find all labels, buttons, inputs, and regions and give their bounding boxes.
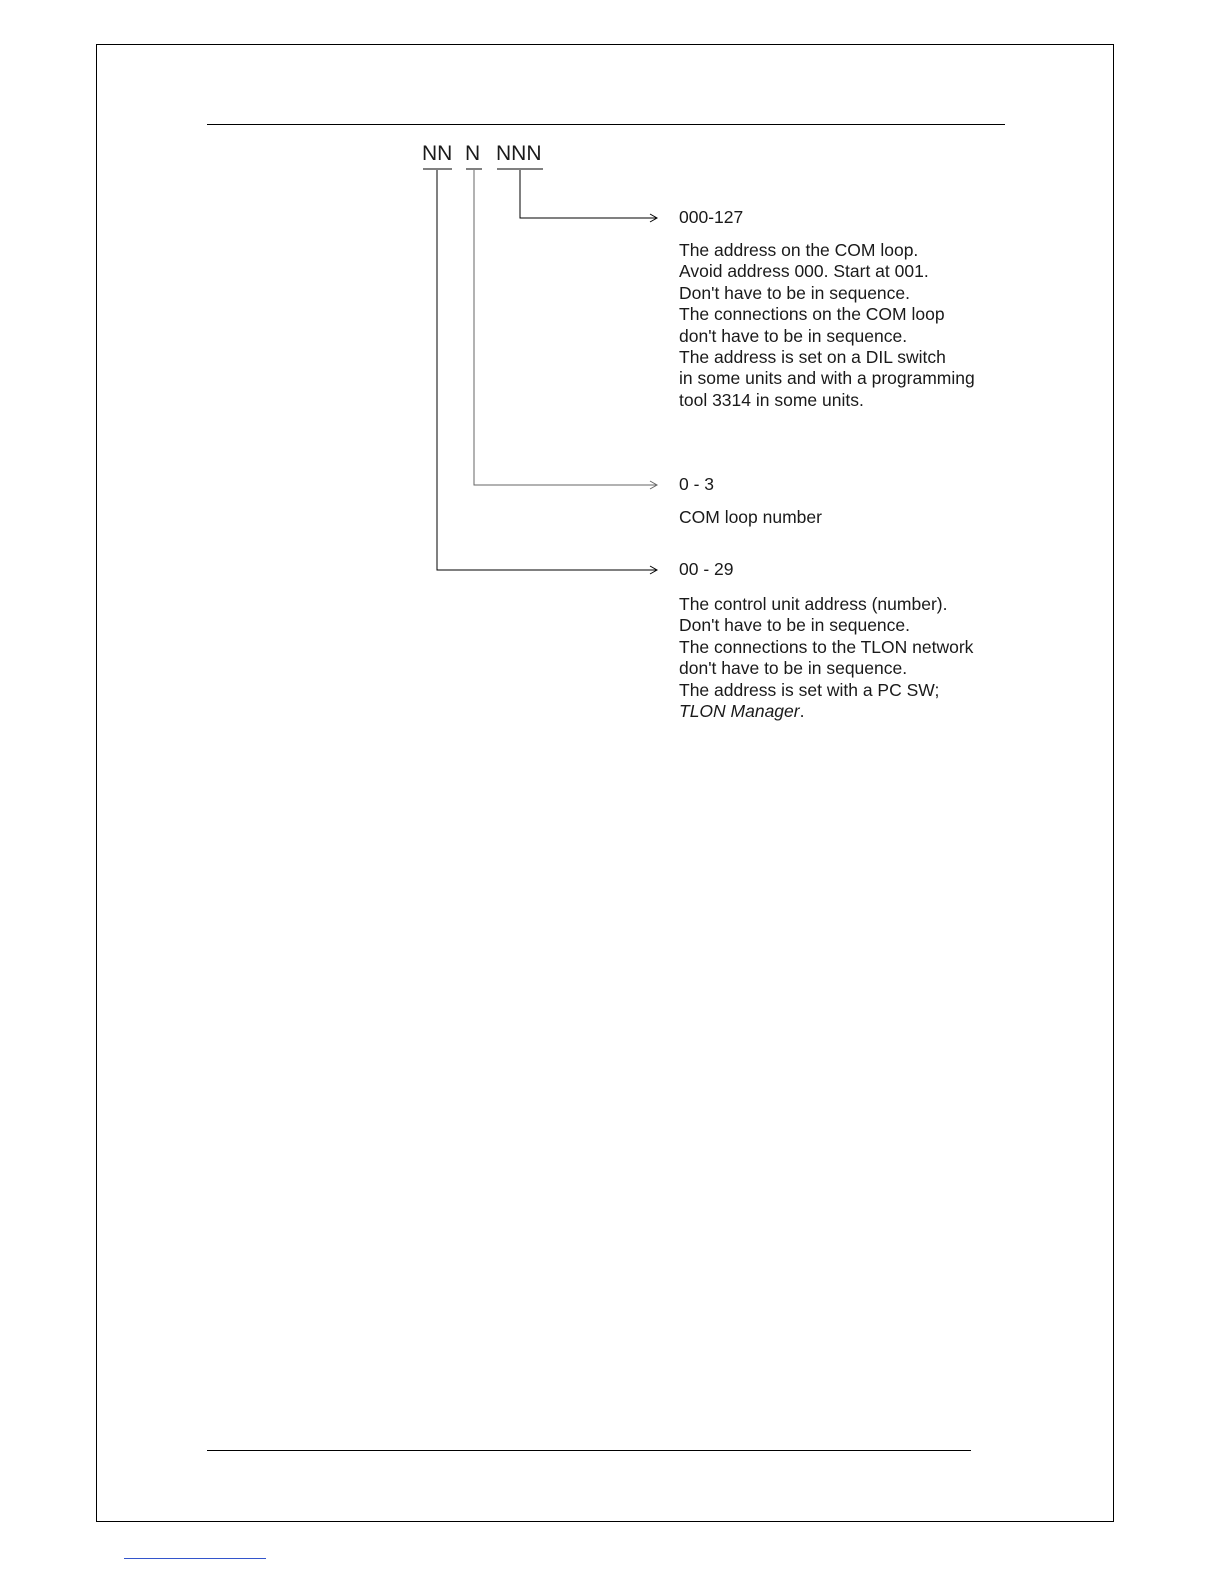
com-address-line: The address on the COM loop.: [679, 240, 919, 260]
control-unit-description: [679, 594, 973, 722]
com-loop-line: COM loop number: [679, 507, 822, 527]
com-address-line: don't have to be in sequence.: [679, 325, 908, 346]
com-address-line: tool 3314 in some units.: [679, 389, 864, 410]
control-unit-line: The address is set with a PC SW;: [679, 679, 940, 700]
connector-nnn: [520, 170, 657, 218]
com-address-line: The connections on the COM loop: [679, 304, 945, 325]
com-address-line: in some units and with a programming: [679, 368, 975, 389]
control-unit-line: The connections to the TLON network: [679, 636, 974, 657]
control-unit-range: 00 - 29: [679, 559, 734, 579]
com-loop-description: [679, 507, 822, 528]
code-part-nnn: NNN: [496, 142, 542, 165]
code-part-n: N: [465, 142, 481, 165]
com-address-description: [679, 240, 975, 411]
com-address-line: Don't have to be in sequence.: [679, 282, 911, 303]
control-unit-line: don't have to be in sequence.: [679, 658, 908, 679]
control-unit-line: Don't have to be in sequence.: [679, 615, 911, 636]
tlon-manager-name: TLON Manager: [679, 701, 800, 722]
com-address-range: 000-127: [679, 207, 744, 227]
control-unit-last-line: [679, 701, 973, 722]
connector-nn: [437, 170, 657, 570]
control-unit-line: The control unit address (number).: [679, 594, 948, 614]
com-loop-range: 0 - 3: [679, 474, 715, 494]
com-address-line: Avoid address 000. Start at 001.: [679, 261, 929, 282]
connector-n: [474, 170, 657, 485]
tlon-manager-suffix: .: [799, 701, 805, 722]
code-part-nn: NN: [422, 142, 453, 165]
com-address-line: The address is set on a DIL switch: [679, 347, 946, 368]
